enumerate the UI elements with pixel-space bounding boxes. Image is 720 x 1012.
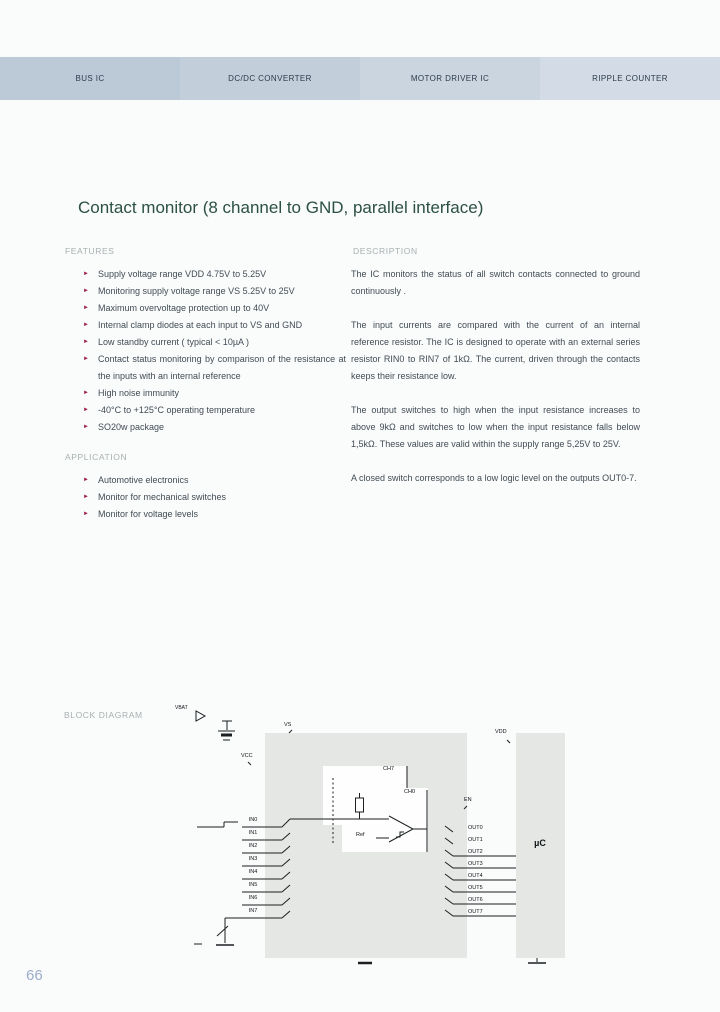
application-item <box>63 489 346 506</box>
feature-text: High noise immunity <box>98 388 180 398</box>
application-item <box>63 506 346 523</box>
ref-label: Ref <box>356 832 365 838</box>
application-text: Monitor for voltage levels <box>98 509 199 519</box>
application-section <box>63 452 346 523</box>
output-label-out0: OUT0 <box>468 825 483 831</box>
feature-item <box>63 266 346 283</box>
resistor-icon <box>356 793 364 819</box>
output-label-out5: OUT5 <box>468 885 483 891</box>
output-label-out1: OUT1 <box>468 837 483 843</box>
gnd-icon-mcu <box>528 958 546 963</box>
input-label-in2: IN2 <box>248 843 258 849</box>
feature-item <box>63 317 346 334</box>
tab-dcdc-converter[interactable]: DC/DC CONVERTER <box>180 57 360 100</box>
bullet-arrow-icon: ► <box>83 494 89 500</box>
battery-icon <box>218 721 235 740</box>
page-number: 66 <box>26 967 43 984</box>
description-paragraph: The input currents are compared with the current of an internal reference resistor. The IC is designed to operate with an external series resistor RIN0 to RIN7 of 1kΩ. The current, driven through the contacts keeps their resistance low. <box>351 320 640 381</box>
vbat-label: VBAT <box>175 705 188 711</box>
features-section <box>63 246 346 436</box>
input-label-in7: IN7 <box>248 908 258 914</box>
input-label-in5: IN5 <box>248 882 258 888</box>
block-diagram-lines <box>180 700 580 980</box>
input-label-in6: IN6 <box>248 895 258 901</box>
description-section <box>351 246 640 504</box>
feature-text: Internal clamp diodes at each input to VS and GND <box>98 320 303 330</box>
application-heading: APPLICATION <box>65 452 128 462</box>
feature-text: Low standby current ( typical < 10µA ) <box>98 337 250 347</box>
input-label-in3: IN3 <box>248 856 258 862</box>
application-item <box>63 472 346 489</box>
output-label-out3: OUT3 <box>468 861 483 867</box>
feature-item <box>63 351 346 385</box>
bullet-arrow-icon: ► <box>83 477 89 483</box>
block-diagram-heading: BLOCK DIAGRAM <box>64 710 143 720</box>
description-paragraph: A closed switch corresponds to a low logic level on the outputs OUT0-7. <box>351 473 637 483</box>
bullet-arrow-icon: ► <box>83 271 89 277</box>
vcc-pin-tick <box>248 762 251 765</box>
tab-bar <box>0 57 720 100</box>
features-heading: FEATURES <box>65 246 115 256</box>
feature-text: Monitoring supply voltage range VS 5.25V to 25V <box>98 286 295 296</box>
input-label-in0: IN0 <box>248 817 258 823</box>
ch7-label: CH7 <box>383 766 395 772</box>
bullet-arrow-icon: ► <box>83 288 89 294</box>
bullet-arrow-icon: ► <box>83 511 89 517</box>
vdd-pin-tick <box>507 740 510 743</box>
vs-pin-tick <box>289 730 292 733</box>
vcc-label: VCC <box>241 753 253 759</box>
feature-item <box>63 385 346 402</box>
bullet-arrow-icon: ► <box>83 407 89 413</box>
description-paragraph: The IC monitors the status of all switch contacts connected to ground continuously . <box>351 269 640 296</box>
application-text: Monitor for mechanical switches <box>98 492 227 502</box>
bullet-arrow-icon: ► <box>83 322 89 328</box>
feature-text: Contact status monitoring by comparison of the resistance at the inputs with an internal reference <box>98 354 346 381</box>
tab-motor-driver-ic[interactable]: MOTOR DRIVER IC <box>360 57 540 100</box>
feature-text: Maximum overvoltage protection up to 40V <box>98 303 270 313</box>
output-label-out7: OUT7 <box>468 909 483 915</box>
application-text: Automotive electronics <box>98 475 189 485</box>
comparator-icon <box>376 816 427 842</box>
vbat-arrow-icon <box>196 711 205 721</box>
feature-item <box>63 300 346 317</box>
output-label-out4: OUT4 <box>468 873 483 879</box>
feature-text: -40°C to +125°C operating temperature <box>98 405 256 415</box>
output-label-out2: OUT2 <box>468 849 483 855</box>
en-pin-tick <box>464 806 467 809</box>
en-label: EN <box>464 797 472 803</box>
input-label-in4: IN4 <box>248 869 258 875</box>
tab-ripple-counter[interactable]: RIPPLE COUNTER <box>540 57 720 100</box>
ch0-label: CH0 <box>404 789 416 795</box>
description-paragraph: The output switches to high when the input resistance increases to above 9kΩ and switches to low when the input resistance falls below 1,5kΩ. These values are valid within the supply range 5,25V to 25V. <box>351 405 640 449</box>
external-switch-icon <box>197 822 238 827</box>
output-label-out6: OUT6 <box>468 897 483 903</box>
tab-bus-ic[interactable]: BUS IC <box>0 57 180 100</box>
feature-item <box>63 419 346 436</box>
feature-item <box>63 334 346 351</box>
feature-item <box>63 402 346 419</box>
mcu-label: µC <box>534 838 546 848</box>
bullet-arrow-icon: ► <box>83 339 89 345</box>
bullet-arrow-icon: ► <box>83 356 89 362</box>
bullet-arrow-icon: ► <box>83 390 89 396</box>
gnd-switch-icon <box>194 918 234 945</box>
feature-text: SO20w package <box>98 422 165 432</box>
page-title: Contact monitor (8 channel to GND, parallel interface) <box>78 198 484 217</box>
feature-text: Supply voltage range VDD 4.75V to 5.25V <box>98 269 267 279</box>
feature-item <box>63 283 346 300</box>
description-heading: DESCRIPTION <box>353 246 418 256</box>
input-label-in1: IN1 <box>248 830 258 836</box>
vs-label: VS <box>284 722 292 728</box>
bullet-arrow-icon: ► <box>83 305 89 311</box>
vdd-label: VDD <box>495 729 507 735</box>
bullet-arrow-icon: ► <box>83 424 89 430</box>
